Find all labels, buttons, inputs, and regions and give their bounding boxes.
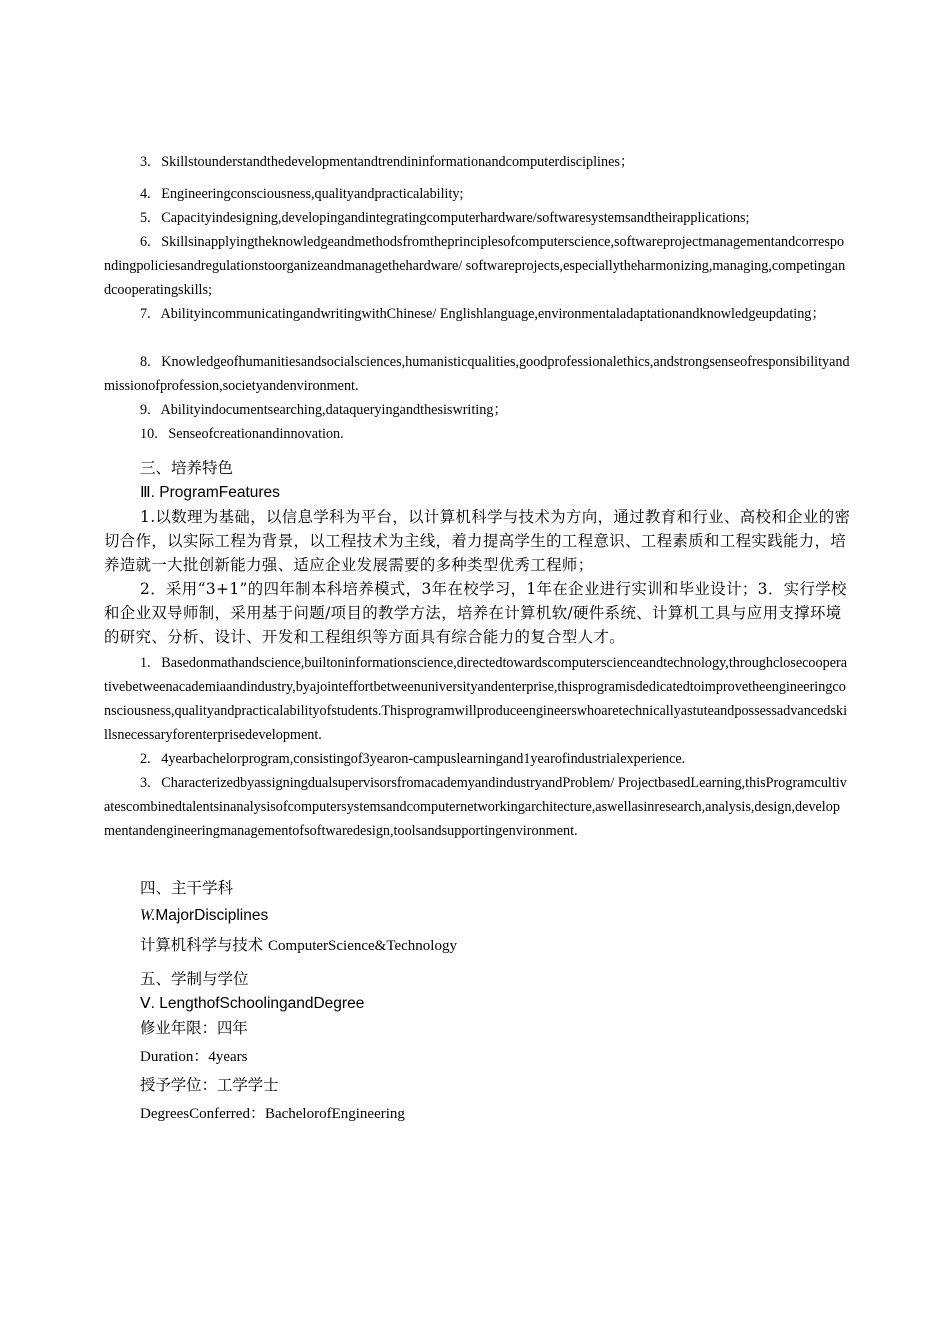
degree-cn: 授予学位：工学学士: [140, 1076, 279, 1094]
section4-heading-cn: 四、主干学科: [140, 880, 234, 897]
section3-cn-paragraph-1: 1.以数理为基础，以信息学科为平台，以计算机科学与技术为方向，通过教育和行业、高校和企业的密切合作，以实际工程为背景，以工程技术为主线，着力提高学生的工程意识、工程素质和工程实践能力，培养造就一大批创新能力强、适应企业发展需要的多种类型优秀工程师；: [104, 508, 851, 574]
list-item-6: 6. Skillsinapplyingtheknowledgeandmethodsfromtheprinciplesofcomputerscience,softwareprojectmanagementandcorrespondingpoliciesandregulationstoorganizeandmanagethehardware/ softwareprojects,especiallytheharmonizing,managing,competingandcooperatingskills;: [104, 234, 846, 298]
list-item-8: 8. Knowledgeofhumanitiesandsocialsciences,humanisticqualities,goodprofessionalethics,andstrongsenseofresponsibilityandmissionofprofession,societyandenvironment.: [104, 354, 850, 394]
section3-en-paragraph-2: 2. 4yearbachelorprogram,consistingof3yearon-campuslearningand1yearofindustrialexperience.: [140, 751, 686, 767]
section3-en-paragraph-1: 1. Basedonmathandscience,builtoninformationscience,directedtowardscomputerscienceandtechnology,throughclosecooperativebetweenacademiaandindustry,byajointeffortbetweenuniversityandenterprise,thisprogramisdedicatedtoimprovetheengineeringconsciousness,qualityandpracticalabilityofstudents.Thisprogramwillproduceengineerswhoaretechnicallyastuteandpossessadvancedskillsnecessaryforenterprisedevelopment.: [104, 655, 848, 743]
section3-en-paragraph-3: 3. CharacterizedbyassigningdualsupervisorsfromacademyandindustryandProblem/ ProjectbasedLearning,thisProgramcultivatescombinedtalentsinanalysisofcomputersystemsandcomputernetworkingarchitecture,aswellasinresearch,analysis,design,developmentandengineeringmanagementofsoftwaredesign,toolsandsupportingenvironment.: [104, 775, 847, 839]
duration-cn: 修业年限：四年: [140, 1019, 248, 1037]
list-item-3: 3. Skillstounderstandthedevelopmentandtrendininformationandcomputerdisciplines；: [140, 154, 635, 170]
degree-en: DegreesConferred：BachelorofEngineering: [140, 1106, 405, 1122]
list-item-7: 7. AbilityincommunicatingandwritingwithChinese/ Englishlanguage,environmentaladaptationandknowledgeupdating；: [140, 306, 826, 322]
list-item-5: 5. Capacityindesigning,developingandintegratingcomputerhardware/softwaresystemsandtheirapplications;: [140, 210, 750, 226]
list-item-4: 4. Engineeringconsciousness,qualityandpracticalability;: [140, 186, 464, 202]
list-item-10: 10. Senseofcreationandinnovation.: [140, 426, 344, 442]
list-item-9: 9. Abilityindocumentsearching,dataqueryingandthesiswriting；: [140, 402, 508, 418]
section5-heading-cn: 五、学制与学位: [140, 971, 249, 988]
section3-heading-cn: 三、培养特色: [140, 460, 234, 477]
section5-heading-en: Ⅴ. LengthofSchoolingandDegree: [140, 995, 365, 1012]
section3-heading-en: Ⅲ. ProgramFeatures: [140, 484, 280, 501]
section4-heading-en: W.MajorDisciplines: [140, 907, 269, 924]
section4-discipline: 计算机科学与技术 ComputerScience&Technology: [140, 936, 457, 954]
duration-en: Duration：4years: [140, 1049, 248, 1065]
section3-cn-paragraph-2: 2．采用“3+1”的四年制本科培养模式，3年在校学习，1年在企业进行实训和毕业设计；3．实行学校和企业双导师制，采用基于问题/项目的教学方法，培养在计算机软/硬件系统、计算机工具与应用支撑环境的研究、分析、设计、开发和工程组织等方面具有综合能力的复合型人才。: [104, 580, 847, 646]
